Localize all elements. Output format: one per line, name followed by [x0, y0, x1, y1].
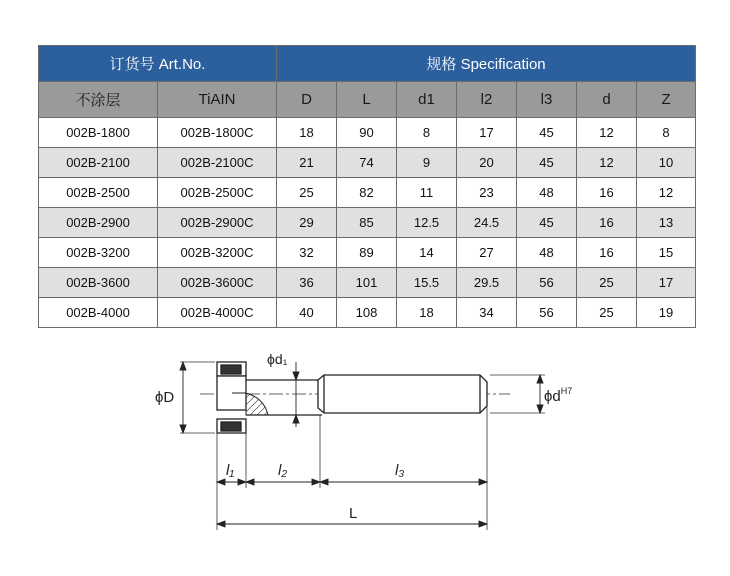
table-cell: 25	[277, 178, 337, 208]
table-cell: 21	[277, 148, 337, 178]
table-cell: 13	[637, 208, 696, 238]
table-cell: 12	[577, 118, 637, 148]
table-cell: 002B-2100C	[158, 148, 277, 178]
specification-header: 规格 Specification	[277, 46, 696, 82]
table-cell: 002B-2500	[39, 178, 158, 208]
table-cell: 24.5	[457, 208, 517, 238]
table-cell: 32	[277, 238, 337, 268]
label-d1: ϕd₁	[267, 351, 288, 367]
table-cell: 25	[577, 268, 637, 298]
table-cell: 8	[397, 118, 457, 148]
label-D: ϕD	[155, 389, 175, 406]
table-cell: 002B-2100	[39, 148, 158, 178]
table-cell: 40	[277, 298, 337, 328]
table-cell: 12.5	[397, 208, 457, 238]
table-cell: 85	[337, 208, 397, 238]
table-cell: 19	[637, 298, 696, 328]
table-cell: 108	[337, 298, 397, 328]
table-cell: 16	[577, 178, 637, 208]
table-cell: 002B-4000	[39, 298, 158, 328]
table-cell: 29	[277, 208, 337, 238]
column-header: 不涂层	[39, 82, 158, 118]
table-cell: 90	[337, 118, 397, 148]
table-cell: 101	[337, 268, 397, 298]
table-cell: 002B-2900	[39, 208, 158, 238]
column-header: L	[337, 82, 397, 118]
table-cell: 16	[577, 208, 637, 238]
table-cell: 002B-2500C	[158, 178, 277, 208]
table-cell: 15	[637, 238, 696, 268]
column-header: l3	[517, 82, 577, 118]
cutter-head	[217, 362, 246, 433]
table-cell: 15.5	[397, 268, 457, 298]
table-cell: 18	[397, 298, 457, 328]
table-cell: 74	[337, 148, 397, 178]
table-cell: 002B-1800C	[158, 118, 277, 148]
dimension-d	[537, 375, 543, 413]
table-cell: 8	[637, 118, 696, 148]
column-header: d1	[397, 82, 457, 118]
table-cell: 17	[457, 118, 517, 148]
table-cell: 10	[637, 148, 696, 178]
table-cell: 48	[517, 238, 577, 268]
table-cell: 25	[577, 298, 637, 328]
table-cell: 002B-3600	[39, 268, 158, 298]
table-cell: 23	[457, 178, 517, 208]
dimension-d1	[293, 362, 299, 427]
table-cell: 002B-2900C	[158, 208, 277, 238]
table-cell: 12	[577, 148, 637, 178]
table-cell: 36	[277, 268, 337, 298]
table-cell: 17	[637, 268, 696, 298]
order-number-header: 订货号 Art.No.	[39, 46, 277, 82]
table-cell: 34	[457, 298, 517, 328]
table-cell: 56	[517, 268, 577, 298]
shank	[318, 375, 487, 413]
table-cell: 20	[457, 148, 517, 178]
dimension-D	[180, 362, 186, 433]
table-cell: 56	[517, 298, 577, 328]
column-header: d	[577, 82, 637, 118]
table-cell: 002B-3200	[39, 238, 158, 268]
table-cell: 002B-3200C	[158, 238, 277, 268]
label-L: L	[349, 505, 358, 522]
column-header: l2	[457, 82, 517, 118]
table-cell: 11	[397, 178, 457, 208]
table-cell: 45	[517, 208, 577, 238]
label-d-tolerance: H7	[560, 386, 573, 396]
column-header: TiAIN	[158, 82, 277, 118]
label-l1: l₁	[226, 462, 235, 479]
table-cell: 89	[337, 238, 397, 268]
table-cell: 14	[397, 238, 457, 268]
table-cell: 16	[577, 238, 637, 268]
label-l3: l₃	[395, 462, 405, 479]
table-cell: 48	[517, 178, 577, 208]
label-d: $\phi d^{H7}$	[544, 386, 573, 405]
column-header: Z	[637, 82, 696, 118]
column-header: D	[277, 82, 337, 118]
table-cell: 002B-4000C	[158, 298, 277, 328]
table-cell: 27	[457, 238, 517, 268]
table-cell: 45	[517, 148, 577, 178]
table-cell: 002B-1800	[39, 118, 158, 148]
table-cell: 18	[277, 118, 337, 148]
table-cell: 9	[397, 148, 457, 178]
dimension-l-row	[217, 479, 487, 485]
table-cell: 12	[637, 178, 696, 208]
table-cell: 45	[517, 118, 577, 148]
label-l2: l₂	[278, 462, 288, 479]
table-cell: 002B-3600C	[158, 268, 277, 298]
table-cell: 82	[337, 178, 397, 208]
table-cell: 29.5	[457, 268, 517, 298]
